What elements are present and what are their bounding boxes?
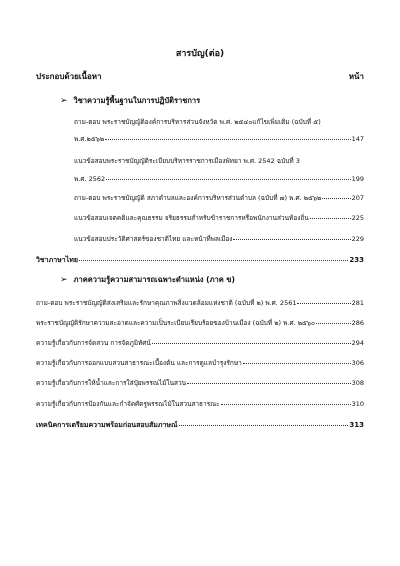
toc-entry-page: 286 [351, 319, 364, 327]
toc-entry[interactable] [74, 213, 364, 223]
toc-entry[interactable] [74, 193, 364, 203]
dot-leader [105, 139, 350, 140]
dot-leader [221, 404, 351, 405]
toc-entry-page: 281 [351, 299, 364, 307]
toc-entry-page: 207 [351, 194, 364, 202]
toc-entry[interactable] [74, 117, 364, 127]
toc-entry[interactable] [36, 338, 364, 348]
toc-entry-page: 199 [351, 175, 364, 183]
toc-entry[interactable] [36, 318, 364, 328]
dot-leader [152, 343, 351, 344]
toc-entry[interactable] [74, 134, 364, 144]
dot-leader [316, 323, 351, 324]
toc-entry-text: แนวข้อสอบพระราชบัญญัติระเบียบบริหารราชการเมืองพัทยา พ.ศ. 2542 ฉบับที่ 3 [74, 157, 300, 165]
toc-entry-text: แนวข้อสอบเจตคติและคุณธรรม จริยธรรมสำหรับข้าราชการหรือพนักงานส่วนท้องถิ่น [74, 214, 309, 222]
dot-leader [297, 303, 350, 304]
toc-entry-page: 308 [351, 379, 364, 387]
toc-entry-page: 310 [351, 400, 364, 408]
toc-entry[interactable] [36, 298, 364, 308]
toc-entry-text: ความรู้เกี่ยวกับการออกแบบสวนสาธารณะเบื้องต้น และการดูแลบำรุงรักษา [36, 359, 242, 367]
page-title: สารบัญ(ต่อ) [175, 49, 225, 59]
toc-entry-page: 233 [349, 256, 364, 264]
toc-entry-page: 147 [351, 135, 364, 143]
toc-entry-text: ถาม-ตอบ พระราชบัญญัติ สภาตำบลและองค์การบริหารส่วนตำบล (ฉบับที่ ๗) พ.ศ. ๒๕๖๒ [74, 194, 322, 202]
dot-leader [243, 363, 351, 364]
toc-entry-text: เทคนิคการเตรียมความพร้อมก่อนสอบสัมภาษณ์ [36, 421, 178, 429]
toc-entry-text: พระราชบัญญัติรักษาความสะอาดและความเป็นระเบียบเรียบร้อยของบ้านเมือง (ฉบับที่ ๒) พ.ศ. ๒๕๖๐ [36, 319, 316, 327]
toc-entry-text: ถาม-ตอบ พระราชบัญญัติส่งเสริมและรักษาคุณภาพสิ่งแวดล้อมแห่งชาติ (ฉบับที่ ๒) พ.ศ. 2561 [36, 299, 297, 307]
dot-leader [310, 218, 351, 219]
section-title: ภาคความรู้ความสามารถเฉพาะตำแหน่ง (ภาค ข) [73, 275, 235, 284]
toc-entry-text: วิชาภาษาไทย [36, 256, 78, 264]
dot-leader [79, 260, 348, 261]
toc-entry-interview[interactable] [36, 420, 364, 431]
dot-leader [179, 425, 349, 426]
toc-entry-text: ความรู้เกี่ยวกับการจัดสวน การจัดภูมิทัศน์ [36, 339, 151, 347]
toc-entry-page: 229 [351, 235, 364, 243]
toc-entry-text: ความรู้เกี่ยวกับการให้น้ำและการใส่ปุ๋ยพรรณไม้ในสวน [36, 379, 187, 387]
toc-entry-page: 313 [349, 421, 364, 429]
toc-entry-text: พ.ศ. 2562 [74, 175, 106, 183]
toc-entry-text: ความรู้เกี่ยวกับการป้องกันและกำจัดศัตรูพรรณไม้ในสวนสาธารณะ [36, 400, 220, 408]
content-column-label: ประกอบด้วยเนื้อหา [36, 72, 102, 81]
toc-entry[interactable] [36, 358, 364, 368]
toc-entry-page: 306 [351, 359, 364, 367]
arrow-bullet-icon: ➢ [60, 96, 68, 106]
toc-entry[interactable] [74, 234, 364, 244]
page-column-label: หน้า [348, 72, 364, 81]
arrow-bullet-icon: ➢ [60, 275, 68, 285]
toc-entry-text: ถาม-ตอบ พระราชบัญญัติองค์การบริหารส่วนจังหวัด พ.ศ. ๒๕๔๐แก้ไขเพิ่มเติม (ฉบับที่ ๕) [74, 118, 321, 126]
toc-entry-page: 294 [351, 339, 364, 347]
dot-leader [187, 383, 351, 384]
section-heading-basic [60, 95, 200, 107]
toc-entry[interactable] [36, 378, 364, 388]
dot-leader [233, 239, 350, 240]
dot-leader [106, 179, 350, 180]
column-header [36, 70, 364, 83]
toc-entry-text: แนวข้อสอบประวัติศาสตร์ของชาติไทย และหน้าที่พลเมือง [74, 235, 233, 243]
section-heading-specific [60, 274, 235, 286]
toc-entry-text: พ.ศ.๒๕๖๒ [74, 135, 105, 143]
toc-entry-thai-subject[interactable] [36, 255, 364, 266]
section-title: วิชาความรู้พื้นฐานในการปฏิบัติราชการ [73, 96, 201, 105]
toc-entry[interactable] [74, 156, 364, 166]
dot-leader [322, 198, 350, 199]
toc-entry[interactable] [36, 399, 364, 409]
toc-entry-page: 225 [351, 214, 364, 222]
toc-entry[interactable] [74, 174, 364, 184]
